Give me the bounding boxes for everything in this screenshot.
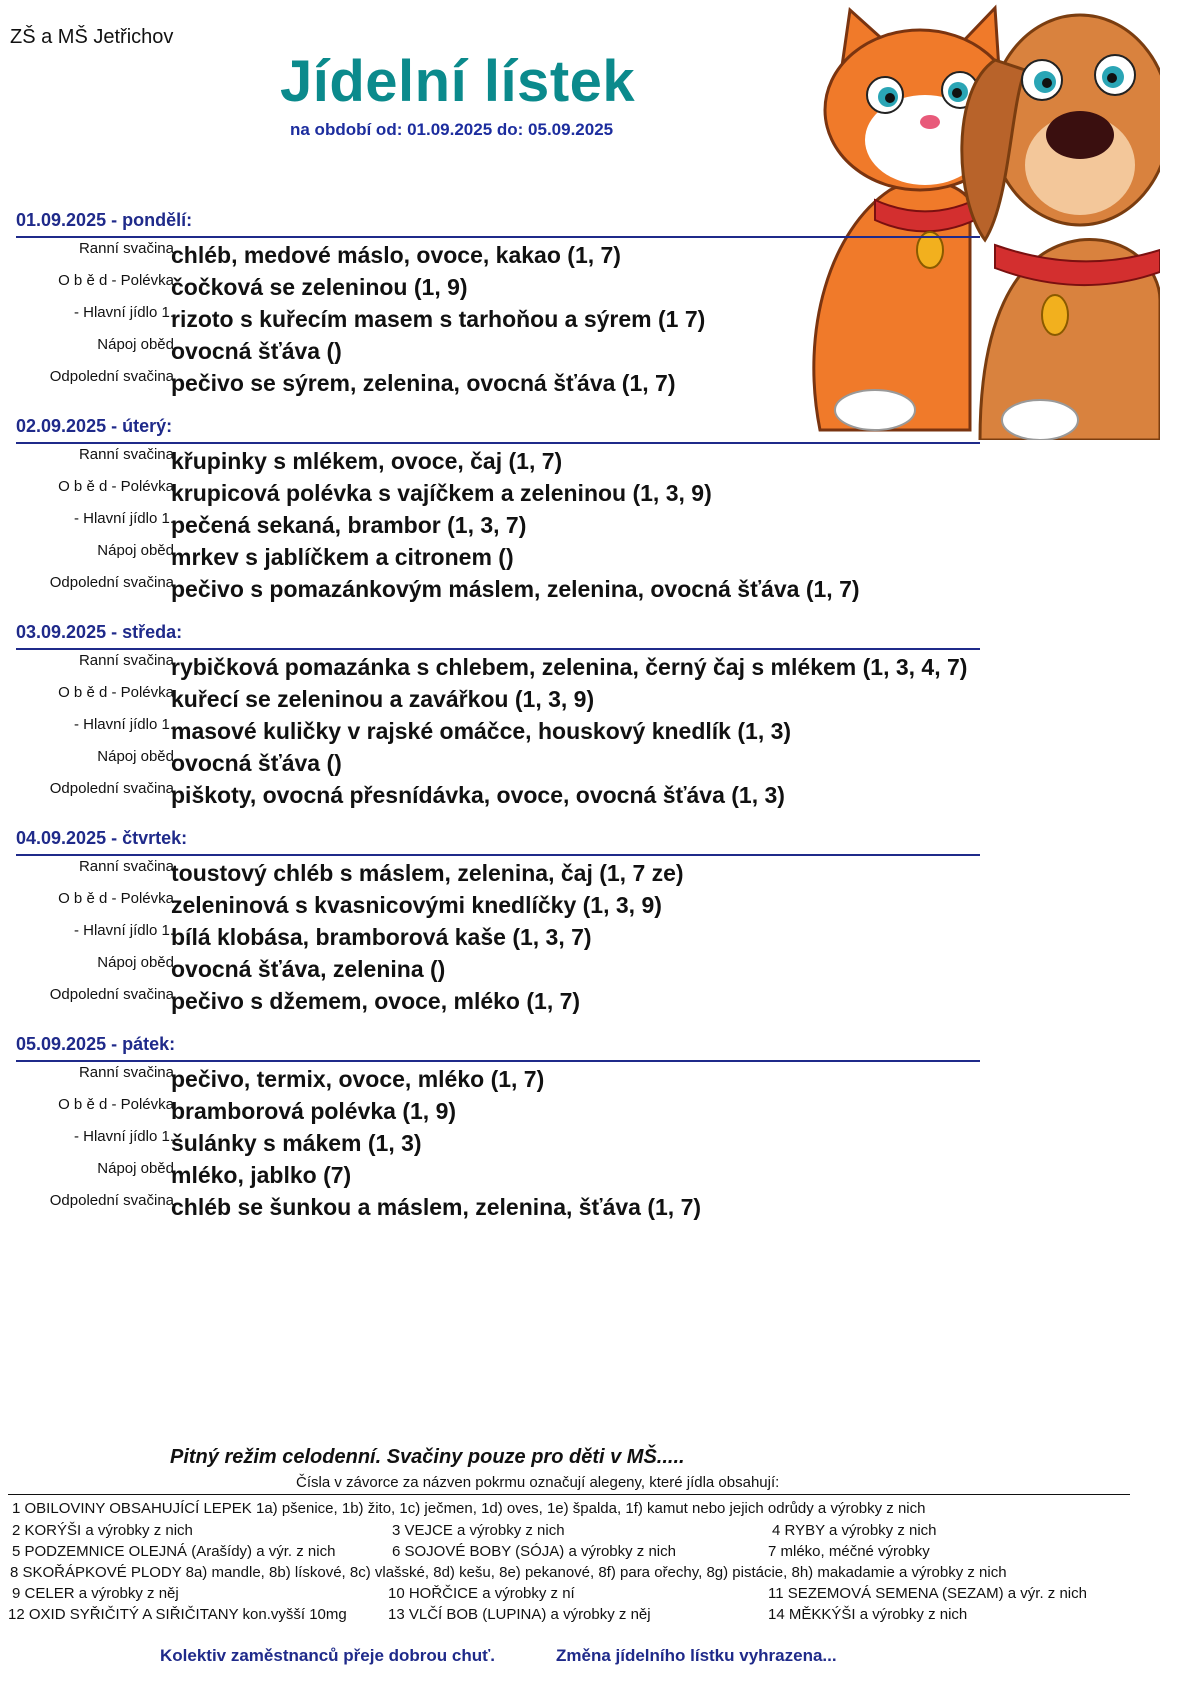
meal-dish: bílá klobása, bramborová kaše (1, 3, 7)	[171, 924, 592, 950]
meal-dish: chléb se šunkou a máslem, zelenina, šťáva (1, 7)	[171, 1194, 702, 1220]
meal-row	[16, 682, 1016, 714]
day-heading: 03.09.2025 - středa:	[16, 618, 980, 650]
meal-dish: ovocná šťáva, zelenina ()	[171, 956, 446, 982]
allergen-item: 9 CELER a výrobky z něj	[12, 1585, 179, 1602]
meal-dish: pečivo se sýrem, zelenina, ovocná šťáva (1, 7)	[171, 370, 676, 396]
allergen-item: 2 KORÝŠI a výrobky z nich	[12, 1522, 193, 1539]
meal-label: - Hlavní jídlo 1.	[73, 716, 174, 733]
meal-dish: křupinky s mlékem, ovoce, čaj (1, 7)	[171, 448, 563, 474]
day-heading: 04.09.2025 - čtvrtek:	[16, 824, 980, 856]
meal-label: Odpolední svačina	[49, 574, 174, 591]
meal-dish: ovocná šťáva ()	[171, 750, 342, 776]
day-heading: 02.09.2025 - úterý:	[16, 412, 980, 444]
meal-row	[16, 572, 1016, 604]
meal-dish: mléko, jablko (7)	[171, 1162, 352, 1188]
meal-row	[16, 888, 1016, 920]
footer-wish: Kolektiv zaměstnanců přeje dobrou chuť.	[160, 1646, 495, 1665]
allergen-item: 1 OBILOVINY OBSAHUJÍCÍ LEPEK 1a) pšenice, 1b) žito, 1c) ječmen, 1d) oves, 1e) špalda, 1f) kamut nebo jejich odrůdy a výrobky z nich	[12, 1500, 926, 1517]
meal-row	[16, 508, 1016, 540]
meal-label: O b ě d - Polévka	[58, 684, 174, 701]
allergen-intro: Čísla v závorce za názven pokrmu označují alegeny, které jídla obsahují:	[296, 1474, 780, 1491]
allergen-item: 8 SKOŘÁPKOVÉ PLODY 8a) mandle, 8b) lískové, 8c) vlašské, 8d) kešu, 8e) pekanové, 8f) para ořechy, 8g) pistácie, 8h) makadamie a výrobky z nich	[10, 1564, 1007, 1581]
meal-label: O b ě d - Polévka	[58, 1096, 174, 1113]
meal-label: O b ě d - Polévka	[58, 272, 174, 289]
meal-row	[16, 1094, 1016, 1126]
meal-label: - Hlavní jídlo 1.	[73, 922, 174, 939]
meal-label: Odpolední svačina	[49, 1192, 174, 1209]
meal-label: Nápoj oběd	[97, 542, 174, 559]
meal-row	[16, 476, 1016, 508]
day-section	[16, 412, 1016, 618]
meal-row	[16, 746, 1016, 778]
meal-label: Nápoj oběd	[97, 748, 174, 765]
meal-dish: ovocná šťáva ()	[171, 338, 342, 364]
meal-dish: chléb, medové máslo, ovoce, kakao (1, 7)	[171, 242, 621, 268]
meal-row	[16, 856, 1016, 888]
meal-dish: pečivo, termix, ovoce, mléko (1, 7)	[171, 1066, 545, 1092]
meal-label: O b ě d - Polévka	[58, 890, 174, 907]
meal-label: Ranní svačina	[78, 446, 174, 463]
meal-dish: masové kuličky v rajské omáčce, houskový knedlík (1, 3)	[171, 718, 792, 744]
meal-label: - Hlavní jídlo 1.	[73, 510, 174, 527]
drinking-regime-note: Pitný režim celodenní. Svačiny pouze pro děti v MŠ.....	[170, 1446, 685, 1468]
meal-label: - Hlavní jídlo 1.	[73, 304, 174, 321]
meal-row	[16, 952, 1016, 984]
allergen-item: 3 VEJCE a výrobky z nich	[392, 1522, 565, 1539]
meal-dish: rybičková pomazánka s chlebem, zelenina, černý čaj s mlékem (1, 3, 4, 7)	[171, 654, 968, 680]
meal-label: Odpolední svačina	[49, 986, 174, 1003]
meal-dish: šulánky s mákem (1, 3)	[171, 1130, 422, 1156]
meal-row	[16, 1062, 1016, 1094]
meal-dish: krupicová polévka s vajíčkem a zeleninou (1, 3, 9)	[171, 480, 712, 506]
allergen-item: 5 PODZEMNICE OLEJNÁ (Arašídy) a výr. z nich	[12, 1543, 336, 1560]
meal-dish: zeleninová s kvasnicovými knedlíčky (1, 3, 9)	[171, 892, 662, 918]
page-title: Jídelní lístek	[280, 49, 636, 114]
meal-label: Odpolední svačina	[49, 780, 174, 797]
day-section	[16, 618, 1016, 824]
meal-label: Ranní svačina	[78, 858, 174, 875]
meal-label: Nápoj oběd	[97, 336, 174, 353]
meal-dish: pečivo s pomazánkovým máslem, zelenina, ovocná šťáva (1, 7)	[171, 576, 860, 602]
meal-label: Ranní svačina	[78, 652, 174, 669]
day-section	[16, 824, 1016, 1030]
meal-row	[16, 984, 1016, 1016]
allergen-item: 12 OXID SYŘIČITÝ A SIŘIČITANY kon.vyšší 10mg	[8, 1606, 347, 1623]
meal-dish: piškoty, ovocná přesnídávka, ovoce, ovocná šťáva (1, 3)	[171, 782, 785, 808]
allergen-item: 7 mléko, méčné výrobky	[768, 1543, 930, 1560]
meal-row	[16, 1190, 1016, 1222]
school-name: ZŠ a MŠ Jetřichov	[10, 26, 174, 48]
meal-dish: toustový chléb s máslem, zelenina, čaj (1, 7 ze)	[171, 860, 684, 886]
meal-row	[16, 270, 1016, 302]
meal-dish: kuřecí se zeleninou a zavářkou (1, 3, 9)	[171, 686, 595, 712]
meal-row	[16, 778, 1016, 810]
divider	[8, 1494, 1130, 1495]
meal-dish: pečená sekaná, brambor (1, 3, 7)	[171, 512, 527, 538]
menu-period: na období od: 01.09.2025 do: 05.09.2025	[290, 120, 614, 139]
meal-row	[16, 1126, 1016, 1158]
meal-dish: pečivo s džemem, ovoce, mléko (1, 7)	[171, 988, 581, 1014]
meal-label: O b ě d - Polévka	[58, 478, 174, 495]
meal-row	[16, 1158, 1016, 1190]
meal-label: Ranní svačina	[78, 1064, 174, 1081]
footer-disclaimer: Změna jídelního lístku vyhrazena...	[556, 1646, 837, 1665]
meal-row	[16, 714, 1016, 746]
meal-row	[16, 238, 1016, 270]
allergen-item: 4 RYBY a výrobky z nich	[772, 1522, 937, 1539]
allergen-item: 14 MĚKKÝŠI a výrobky z nich	[768, 1606, 968, 1623]
meal-row	[16, 920, 1016, 952]
day-heading: 05.09.2025 - pátek:	[16, 1030, 980, 1062]
meal-row	[16, 444, 1016, 476]
meal-label: Ranní svačina	[78, 240, 174, 257]
allergen-item: 6 SOJOVÉ BOBY (SÓJA) a výrobky z nich	[392, 1543, 676, 1560]
day-section	[16, 206, 1016, 412]
meal-label: Nápoj oběd	[97, 1160, 174, 1177]
allergen-item: 13 VLČÍ BOB (LUPINA) a výrobky z něj	[388, 1606, 651, 1623]
allergen-item: 11 SEZEMOVÁ SEMENA (SEZAM) a výr. z nich	[768, 1585, 1087, 1602]
day-heading: 01.09.2025 - pondělí:	[16, 206, 980, 238]
meal-dish: čočková se zeleninou (1, 9)	[171, 274, 468, 300]
meal-dish: mrkev s jablíčkem a citronem ()	[171, 544, 514, 570]
meal-row	[16, 334, 1016, 366]
meal-row	[16, 650, 1016, 682]
allergen-item: 10 HOŘČICE a výrobky z ní	[388, 1585, 575, 1602]
meal-row	[16, 366, 1016, 398]
meal-dish: rizoto s kuřecím masem s tarhoňou a sýrem (1 7)	[171, 306, 706, 332]
meal-row	[16, 540, 1016, 572]
meal-label: Nápoj oběd	[97, 954, 174, 971]
day-section	[16, 1030, 1016, 1236]
meal-dish: bramborová polévka (1, 9)	[171, 1098, 457, 1124]
meal-label: Odpolední svačina	[49, 368, 174, 385]
meal-row	[16, 302, 1016, 334]
weekly-menu	[16, 206, 1016, 1236]
meal-label: - Hlavní jídlo 1.	[73, 1128, 174, 1145]
